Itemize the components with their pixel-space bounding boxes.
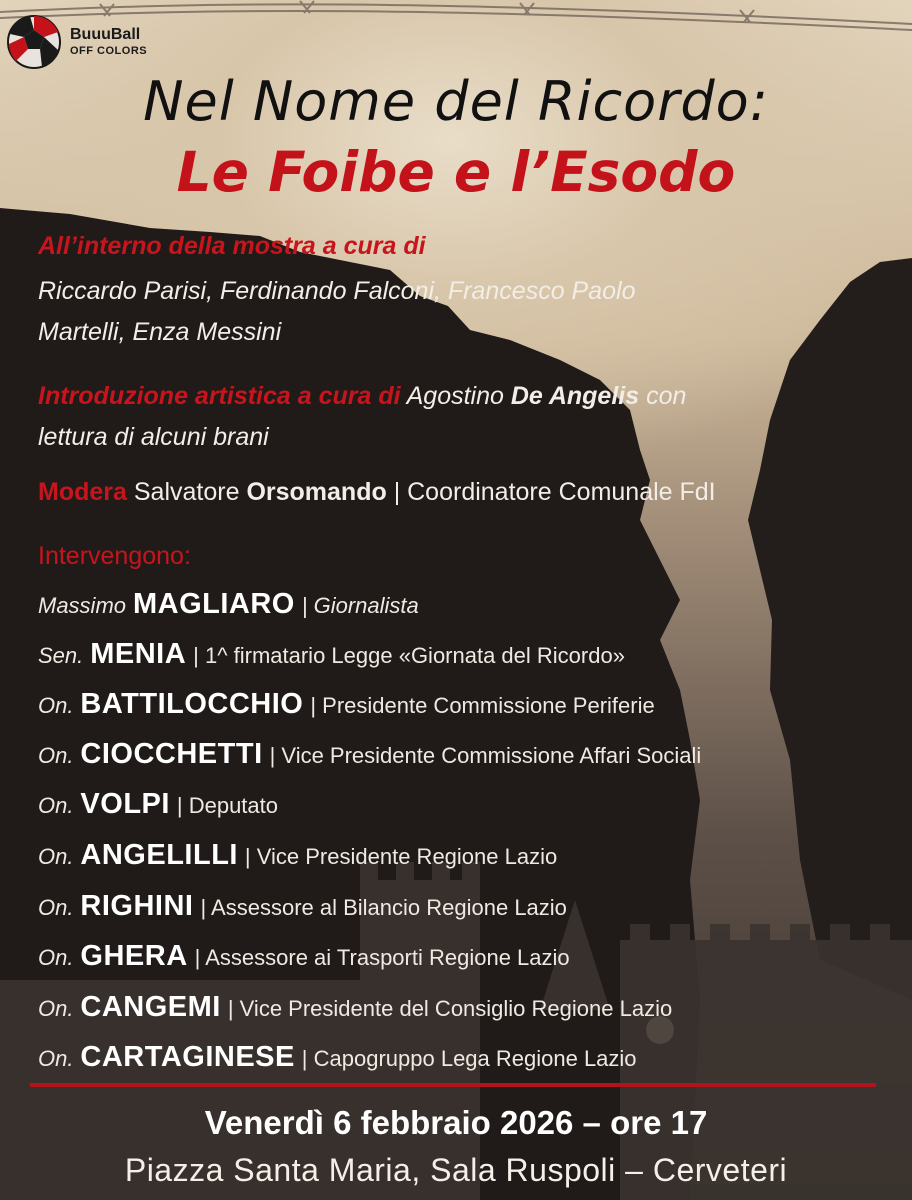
artistic-suffix: con xyxy=(646,382,687,410)
artistic-first-name: Agostino xyxy=(406,382,504,410)
speaker-role: | Vice Presidente Regione Lazio xyxy=(244,844,558,869)
artistic-label: Introduzione artistica a cura di xyxy=(38,382,401,410)
speaker-role: | 1^ firmatario Legge «Giornata del Ricordo» xyxy=(193,643,625,668)
title-line-1: Nel Nome del Ricordo: xyxy=(143,70,769,133)
speaker-row xyxy=(38,688,655,721)
speaker-role: | Assessore ai Trasporti Regione Lazio xyxy=(194,945,570,970)
speaker-prefix: On. xyxy=(38,945,74,970)
moderator-first-name: Salvatore xyxy=(133,478,240,506)
curators-line-2: Martelli, Enza Messini xyxy=(38,318,282,346)
speaker-name: BATTILOCCHIO xyxy=(80,688,304,720)
speaker-prefix: On. xyxy=(38,895,74,920)
speaker-prefix: Sen. xyxy=(38,643,84,668)
speaker-name: CIOCCHETTI xyxy=(80,738,263,770)
event-date: Venerdì 6 febbraio 2026 – ore 17 xyxy=(204,1104,708,1141)
moderator-last-name: Orsomando xyxy=(246,478,387,506)
curators-line-1: Riccardo Parisi, Ferdinando Falconi, Francesco Paolo xyxy=(38,277,636,305)
speaker-role: | Presidente Commissione Periferie xyxy=(310,693,655,718)
speaker-name: GHERA xyxy=(80,940,188,972)
speaker-role: | Giornalista xyxy=(301,593,419,618)
artistic-last-name: De Angelis xyxy=(510,382,640,410)
speaker-name: CARTAGINESE xyxy=(80,1041,295,1073)
speaker-role: | Vice Presidente Commissione Affari Sociali xyxy=(269,743,702,768)
speaker-row xyxy=(38,588,419,621)
event-place: Piazza Santa Maria, Sala Ruspoli – Cerveteri xyxy=(124,1152,788,1188)
speaker-name: CANGEMI xyxy=(80,991,221,1023)
speaker-role: | Capogruppo Lega Regione Lazio xyxy=(301,1046,637,1071)
speaker-name: RIGHINI xyxy=(80,890,194,922)
speaker-row xyxy=(38,940,570,973)
rock-silhouette-right xyxy=(748,258,912,1000)
speaker-row xyxy=(38,839,557,872)
moderator xyxy=(38,478,716,507)
speaker-row xyxy=(38,1041,637,1074)
speaker-prefix: On. xyxy=(38,844,74,869)
speaker-prefix: On. xyxy=(38,996,74,1021)
speaker-row xyxy=(38,788,278,821)
soccer-ball-icon xyxy=(6,14,62,70)
speaker-name: VOLPI xyxy=(80,788,170,820)
speaker-role: | Deputato xyxy=(176,793,279,818)
speaker-prefix: On. xyxy=(38,1046,74,1071)
artistic-intro xyxy=(38,382,686,411)
moderator-label: Modera xyxy=(38,478,127,506)
speakers-label: Intervengono: xyxy=(38,542,191,570)
artistic-line-2: lettura di alcuni brani xyxy=(38,423,269,451)
speaker-name: MAGLIARO xyxy=(132,588,295,620)
title-line-2: Le Foibe e l’Esodo xyxy=(176,140,736,204)
speaker-row xyxy=(38,738,701,771)
speaker-row xyxy=(38,890,567,923)
speaker-prefix: On. xyxy=(38,693,74,718)
brand-logo xyxy=(6,14,147,70)
speaker-prefix: On. xyxy=(38,793,74,818)
logo-tagline: OFF COLORS xyxy=(70,45,148,57)
curators-label: All’interno della mostra a cura di xyxy=(38,232,426,260)
speaker-row xyxy=(38,638,625,671)
speaker-prefix: On. xyxy=(38,743,74,768)
speaker-name: MENIA xyxy=(90,638,187,670)
speaker-role: | Vice Presidente del Consiglio Regione Lazio xyxy=(227,996,673,1021)
speaker-prefix: Massimo xyxy=(38,593,127,618)
speaker-role: | Assessore al Bilancio Regione Lazio xyxy=(200,895,567,920)
speaker-row xyxy=(38,991,672,1024)
moderator-role: | Coordinatore Comunale FdI xyxy=(393,478,716,506)
speaker-name: ANGELILLI xyxy=(80,839,238,871)
red-divider xyxy=(30,1083,876,1087)
logo-name: BuuuBall xyxy=(70,26,141,43)
